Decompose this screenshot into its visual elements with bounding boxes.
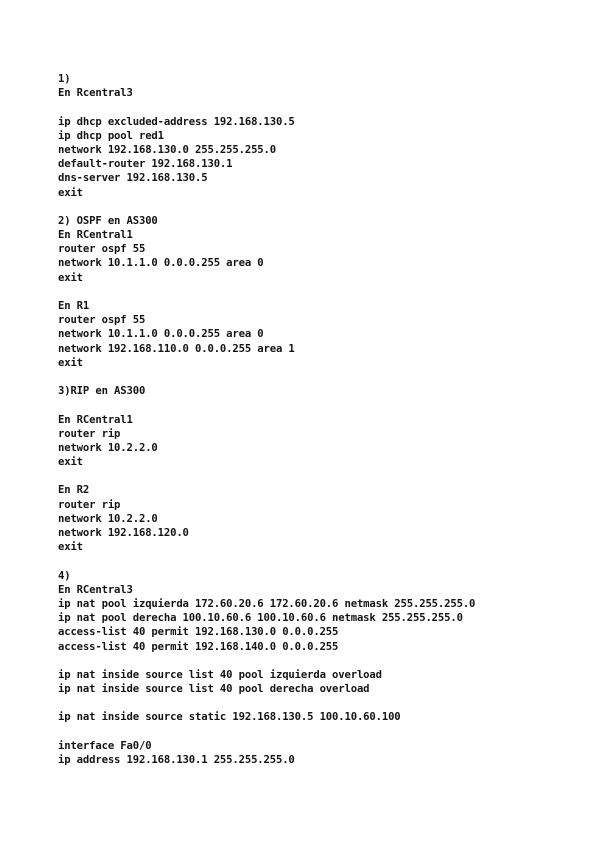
document-line: ip address 192.168.130.1 255.255.255.0 [58,754,295,766]
blank-line [58,654,588,668]
document-line: ip nat pool derecha 100.10.60.6 100.10.60.6 netmask 255.255.255.0 [58,612,463,625]
document-line: exit [58,186,83,199]
document-line: ip nat inside source list 40 pool izquierda overload [58,668,382,681]
document-body [58,72,588,767]
document-line: network 192.168.110.0 0.0.0.255 area 1 [58,342,295,355]
document-line: router ospf 55 [58,314,146,327]
blank-line [58,398,588,412]
blank-line [58,100,588,114]
document-line: exit [58,456,83,469]
document-line: exit [58,271,83,284]
document-line: network 192.168.130.0 255.255.255.0 [58,143,276,156]
document-line: network 10.2.2.0 [58,441,158,454]
document-line: 3)RIP en AS300 [58,385,146,398]
document-line: network 10.2.2.0 [58,512,158,525]
document-line: access-list 40 permit 192.168.140.0 0.0.0.255 [58,640,339,653]
document-line: 1) [58,73,71,85]
document-line: network 10.1.1.0 0.0.0.255 area 0 [58,257,264,270]
document-line: access-list 40 permit 192.168.130.0 0.0.0.255 [58,626,339,639]
blank-line [58,370,588,384]
document-line: ip dhcp pool red1 [58,129,164,142]
document-line: dns-server 192.168.130.5 [58,172,208,185]
blank-line [58,696,588,710]
document-line: En RCentral1 [58,413,133,426]
document-line: interface Fa0/0 [58,739,152,752]
document-line: ip dhcp excluded-address 192.168.130.5 [58,115,295,128]
document-line: En RCentral1 [58,229,133,242]
document-line: 2) OSPF en AS300 [58,214,158,227]
document-line: ip nat inside source static 192.168.130.5 100.10.60.100 [58,711,401,724]
document-line: router rip [58,427,121,440]
document-line: ip nat inside source list 40 pool derecha overload [58,683,370,696]
document-line: router ospf 55 [58,243,146,256]
document-line: En Rcentral3 [58,87,133,100]
document-line: network 192.168.120.0 [58,527,189,539]
document-line: En RCentral3 [58,583,133,596]
document-line: exit [58,541,83,554]
document-line: ip nat pool izquierda 172.60.20.6 172.60.20.6 netmask 255.255.255.0 [58,597,476,610]
document-line: network 10.1.1.0 0.0.0.255 area 0 [58,328,264,341]
document-line: router rip [58,498,121,511]
blank-line [58,469,588,483]
blank-line [58,554,588,568]
blank-line [58,200,588,214]
blank-line [58,725,588,739]
document-line: 4) [58,569,71,582]
blank-line [58,285,588,299]
document-line: En R1 [58,300,90,312]
document-line: exit [58,356,83,369]
document-line: En R2 [58,484,90,497]
document-line: default-router 192.168.130.1 [58,158,233,171]
